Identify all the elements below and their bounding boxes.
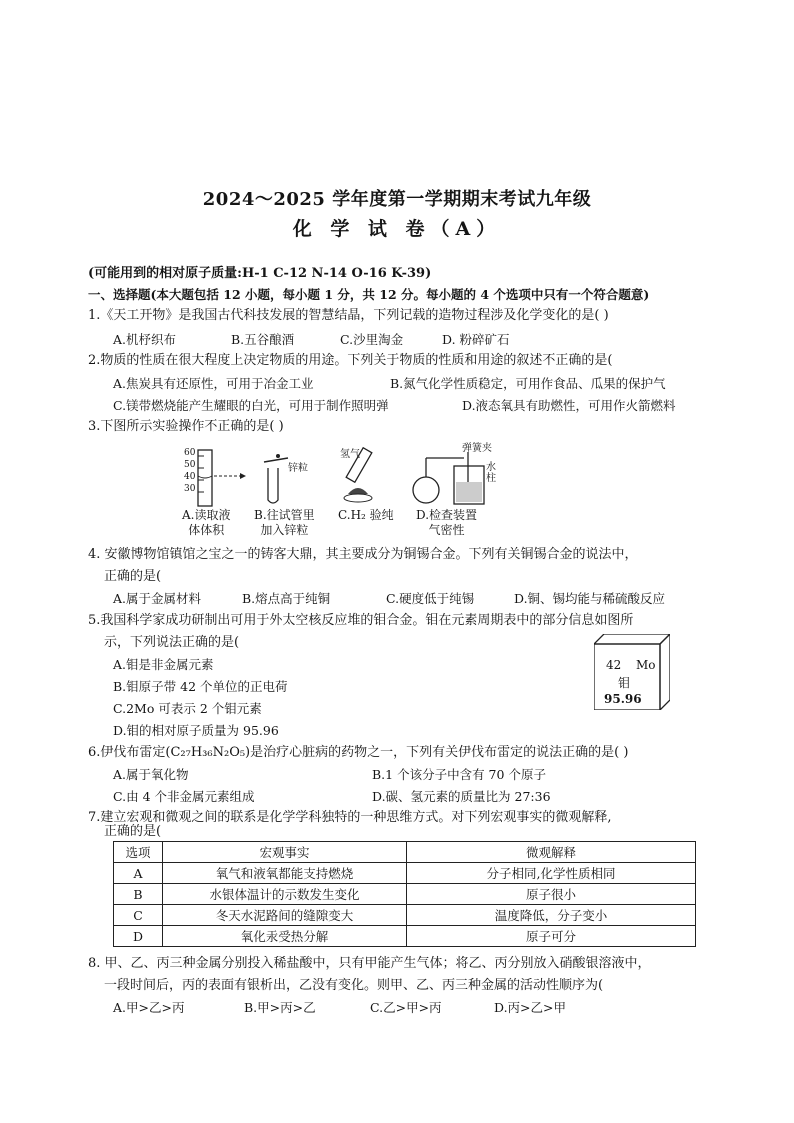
q4-option-a: A.属于金属材料 xyxy=(113,591,202,606)
q2-stem: 2.物质的性质在很大程度上决定物质的用途。下列关于物质的性质和用途的叙述不正确的是( xyxy=(88,353,613,368)
exam-subtitle: 化 学 试 卷（A） xyxy=(292,218,502,240)
q4-stem-line1: 4. 安徽博物馆镇馆之宝之一的铸客大鼎，其主要成分为铜锡合金。下列有关铜锡合金的说法中， xyxy=(88,547,638,562)
q6-option-b: B.1 个该分子中含有 70 个原子 xyxy=(372,767,546,782)
table-header-row xyxy=(114,842,696,863)
q5-stem-line1: 5.我国科学家成功研制出可用于外太空核反应堆的钼合金。钼在元素周期表中的部分信息如图所 xyxy=(88,613,634,628)
q4-stem-line2: 正确的是( xyxy=(104,569,162,584)
table-cell: 原子很小 xyxy=(407,884,696,905)
q3-caption-c: C.H₂ 验纯 xyxy=(338,508,394,522)
table-cell: 分子相同,化学性质相同 xyxy=(407,863,696,884)
q3-caption-a xyxy=(182,508,230,538)
q3-figure xyxy=(180,443,520,537)
scale-30: 30 xyxy=(184,484,196,494)
q4-option-d: D.铜、锡均能与稀硫酸反应 xyxy=(514,591,666,606)
section-heading: 一、选择题(本大题包括 12 小题，每小题 1 分，共 12 分。每小题的 4 个选项中只有一个符合题意) xyxy=(88,287,650,302)
q3-caption-d xyxy=(416,508,477,538)
q7-table xyxy=(113,841,696,947)
q8-option-d: D.丙>乙>甲 xyxy=(494,1000,566,1015)
q5-option-a: A.钼是非金属元素 xyxy=(113,657,214,672)
flame-test-icon xyxy=(330,446,390,508)
q8-option-b: B.甲>丙>乙 xyxy=(244,1000,316,1015)
q4-option-c: C.硬度低于纯锡 xyxy=(386,591,475,606)
table-cell: 温度降低，分子变小 xyxy=(407,905,696,926)
caption-b-line2: 加入锌粒 xyxy=(260,523,309,537)
table-cell: D xyxy=(114,926,163,947)
q2-option-a: A.焦炭具有还原性，可用于冶金工业 xyxy=(113,376,314,391)
q4-option-b: B.熔点高于纯铜 xyxy=(242,591,331,606)
table-cell: 氧气和液氧都能支持燃烧 xyxy=(163,863,407,884)
table-cell: B xyxy=(114,884,163,905)
q5-option-c: C.2Mo 可表示 2 个钼元素 xyxy=(113,701,262,716)
table-header: 选项 xyxy=(114,842,163,863)
q5-stem-line2: 示，下列说法正确的是( xyxy=(104,635,240,650)
q1-stem: 1.《天工开物》是我国古代科技发展的智慧结晶，下列记载的造物过程涉及化学变化的是( ) xyxy=(88,308,609,323)
q1-option-d: D. 粉碎矿石 xyxy=(442,332,510,347)
q2-option-c: C.镁带燃烧能产生耀眼的白光，可用于制作照明弹 xyxy=(113,398,389,413)
atomic-mass: 95.96 xyxy=(604,692,642,706)
label-water-column: 水柱 xyxy=(486,462,496,484)
atomic-mass-note: (可能用到的相对原子质量:H-1 C-12 N-14 O-16 K-39) xyxy=(88,266,432,281)
q8-stem-line2: 一段时间后，丙的表面有银析出，乙没有变化。则甲、乙、丙三种金属的活动性顺序为( xyxy=(104,978,604,993)
q2-option-b: B.氮气化学性质稳定，可用作食品、瓜果的保护气 xyxy=(390,376,666,391)
q5-option-b: B.钼原子带 42 个单位的正电荷 xyxy=(113,679,288,694)
caption-d-line2: 气密性 xyxy=(428,523,465,537)
q1-option-c: C.沙里淘金 xyxy=(340,332,404,347)
atomic-number: 42 xyxy=(606,658,622,672)
q8-option-c: C.乙>甲>丙 xyxy=(370,1000,442,1015)
caption-b-line1: B.往试管里 xyxy=(254,508,315,522)
scale-50: 50 xyxy=(184,460,196,470)
element-name: 钼 xyxy=(618,676,631,690)
table-row xyxy=(114,926,696,947)
scale-40: 40 xyxy=(184,472,196,482)
q6-option-d: D.碳、氢元素的质量比为 27:36 xyxy=(372,789,551,804)
caption-a-line2: 体体积 xyxy=(188,523,225,537)
table-cell: 氧化汞受热分解 xyxy=(163,926,407,947)
q3-caption-b xyxy=(254,508,315,538)
q6-option-c: C.由 4 个非金属元素组成 xyxy=(113,789,255,804)
periodic-table-cell xyxy=(594,634,670,710)
q1-option-a: A.机杼织布 xyxy=(113,332,177,347)
table-cell: 冬天水泥路间的缝隙变大 xyxy=(163,905,407,926)
q7-stem-line2: 正确的是( xyxy=(104,824,162,839)
table-header: 宏观事实 xyxy=(163,842,407,863)
q8-option-a: A.甲>乙>丙 xyxy=(113,1000,185,1015)
caption-d-line1: D.检查装置 xyxy=(416,508,478,522)
exam-title: 2024～2025 学年度第一学期期末考试九年级 xyxy=(202,189,592,210)
table-cell: C xyxy=(114,905,163,926)
label-zinc: 锌粒 xyxy=(288,463,308,474)
table-row xyxy=(114,884,696,905)
q8-stem-line1: 8. 甲、乙、丙三种金属分别投入稀盐酸中，只有甲能产生气体；将乙、丙分别放入硝酸银溶液中， xyxy=(88,956,651,971)
q3-stem: 3.下图所示实验操作不正确的是( ) xyxy=(88,419,284,434)
q6-stem: 6.伊伐布雷定(C₂₇H₃₆N₂O₅)是治疗心脏病的药物之一，下列有关伊伐布雷定的说法正确的是( ) xyxy=(88,745,629,760)
table-header: 微观解释 xyxy=(407,842,696,863)
q7-stem-line1: 7.建立宏观和微观之间的联系是化学学科独特的一种思维方式。对下列宏观事实的微观解释, xyxy=(88,810,612,825)
table-cell: A xyxy=(114,863,163,884)
table-cell: 原子可分 xyxy=(407,926,696,947)
q2-option-d: D.液态氧具有助燃性，可用作火箭燃料 xyxy=(462,398,676,413)
table-cell: 水银体温计的示数发生变化 xyxy=(163,884,407,905)
table-row xyxy=(114,863,696,884)
q6-option-a: A.属于氧化物 xyxy=(113,767,189,782)
label-clip: 弹簧夹 xyxy=(462,443,492,454)
label-hydrogen: 氢气 xyxy=(340,449,360,460)
caption-a-line1: A.读取液 xyxy=(182,508,231,522)
element-symbol: Mo xyxy=(636,658,656,672)
q5-option-d: D.钼的相对原子质量为 95.96 xyxy=(113,723,279,738)
scale-60: 60 xyxy=(184,448,196,458)
table-row xyxy=(114,905,696,926)
q1-option-b: B.五谷酿酒 xyxy=(231,332,295,347)
